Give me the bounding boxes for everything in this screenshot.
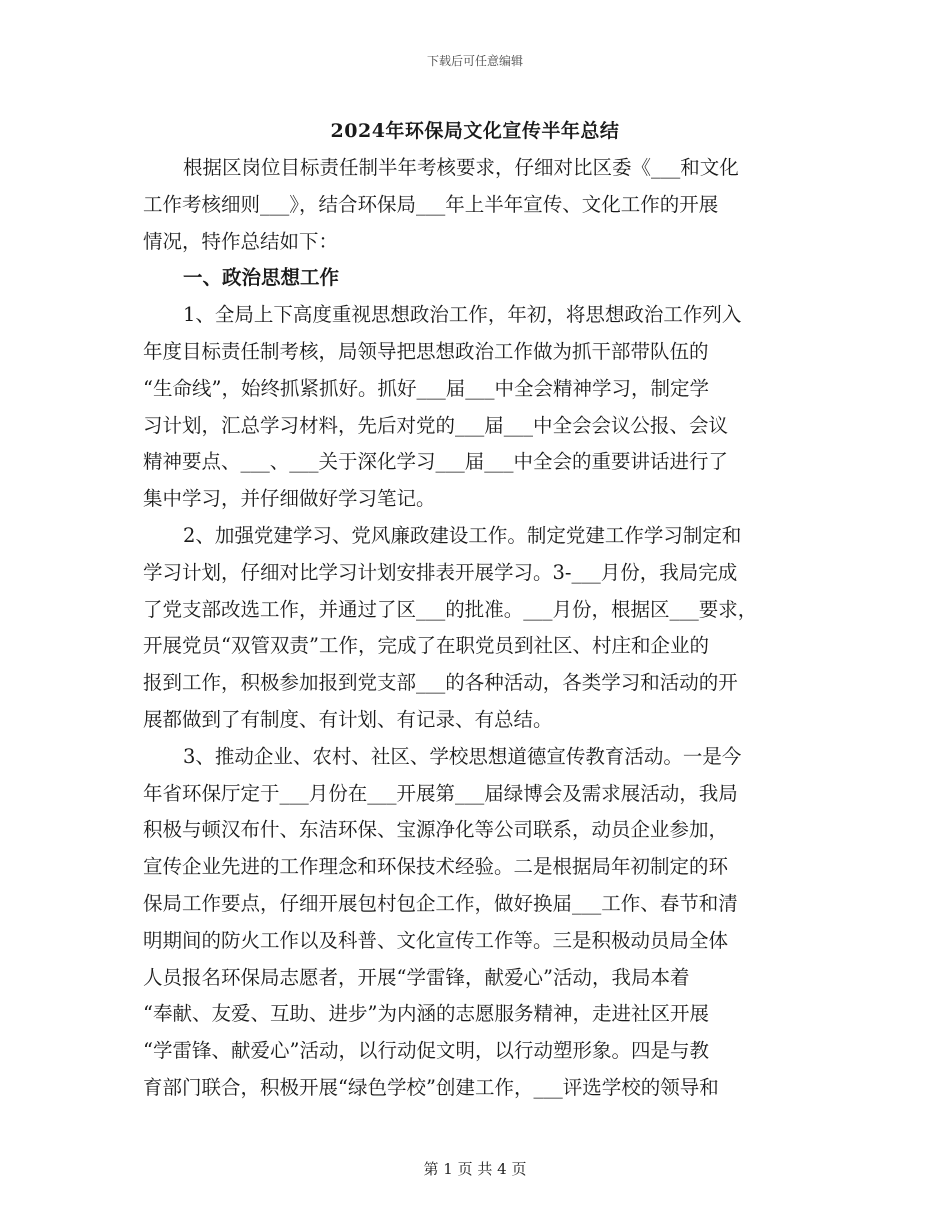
text-line: 育部门联合，积极开展“绿色学校”创建工作，___评选学校的领导和 [143, 1075, 719, 1099]
text-line: 人员报名环保局志愿者，开展“学雷锋，献爱心”活动，我局本着 [143, 965, 690, 989]
text-line: 积极与顿汉布什、东洁环保、宝源净化等公司联系，动员企业参加， [143, 818, 729, 842]
text-line: 1、全局上下高度重视思想政治工作，年初，将思想政治工作列入 [183, 303, 742, 327]
text-line: 开展党员“双管双责”工作，完成了在职党员到社区、村庄和企业的 [143, 634, 709, 658]
page-footer: 第 1 页 共 4 页 [423, 1160, 527, 1178]
text-line: 情况，特作总结如下： [143, 229, 339, 253]
text-line: 了党支部改选工作，并通过了区___的批准。___月份，根据区___要求， [143, 597, 758, 621]
text-line: 年省环保厅定于___月份在___开展第___届绿博会及需求展活动，我局 [143, 781, 738, 805]
header-note: 下载后可任意编辑 [426, 54, 523, 68]
text-line: “学雷锋、献爱心”活动，以行动促文明，以行动塑形象。四是与教 [143, 1039, 709, 1063]
text-line: 根据区岗位目标责任制半年考核要求，仔细对比区委《___和文化 [183, 156, 739, 179]
text-line: 年度目标责任制考核，局领导把思想政治工作做为抓干部带队伍的 [143, 339, 709, 363]
text-line: 保局工作要点，仔细开展包村包企工作，做好换届___工作、春节和清 [143, 891, 738, 915]
document-title: 2024年环保局文化宣传半年总结 [330, 120, 620, 142]
text-line: 习计划，汇总学习材料，先后对党的___届___中全会会议公报、会议 [143, 413, 729, 437]
text-line: 展都做到了有制度、有计划、有记录、有总结。 [143, 707, 553, 731]
text-line: 宣传企业先进的工作理念和环保技术经验。二是根据局年初制定的环 [143, 855, 729, 879]
text-line: 精神要点、___、___关于深化学习___届___中全会的重要讲话进行了 [143, 450, 729, 474]
text-line: 3、推动企业、农村、社区、学校思想道德宣传教育活动。一是今 [183, 744, 742, 768]
text-line: 报到工作，积极参加报到党支部___的各种活动，各类学习和活动的开 [143, 671, 738, 695]
text-line: 明期间的防火工作以及科普、文化宣传工作等。三是积极动员局全体 [143, 928, 729, 952]
section-heading: 一、政治思想工作 [183, 266, 340, 290]
text-line: “奉献、友爱、互助、进步”为内涵的志愿服务精神，走进社区开展 [143, 1002, 709, 1026]
document-body [143, 150, 811, 1107]
text-line: “生命线”，始终抓紧抓好。抓好___届___中全会精神学习，制定学 [143, 376, 709, 400]
text-line: 集中学习，并仔细做好学习笔记。 [143, 487, 436, 511]
text-line: 工作考核细则___》，结合环保局___年上半年宣传、文化工作的开展 [143, 192, 719, 216]
text-line: 2、加强党建学习、党风廉政建设工作。制定党建工作学习制定和 [183, 523, 742, 547]
text-line: 学习计划，仔细对比学习计划安排表开展学习。3-___月份，我局完成 [143, 560, 738, 584]
